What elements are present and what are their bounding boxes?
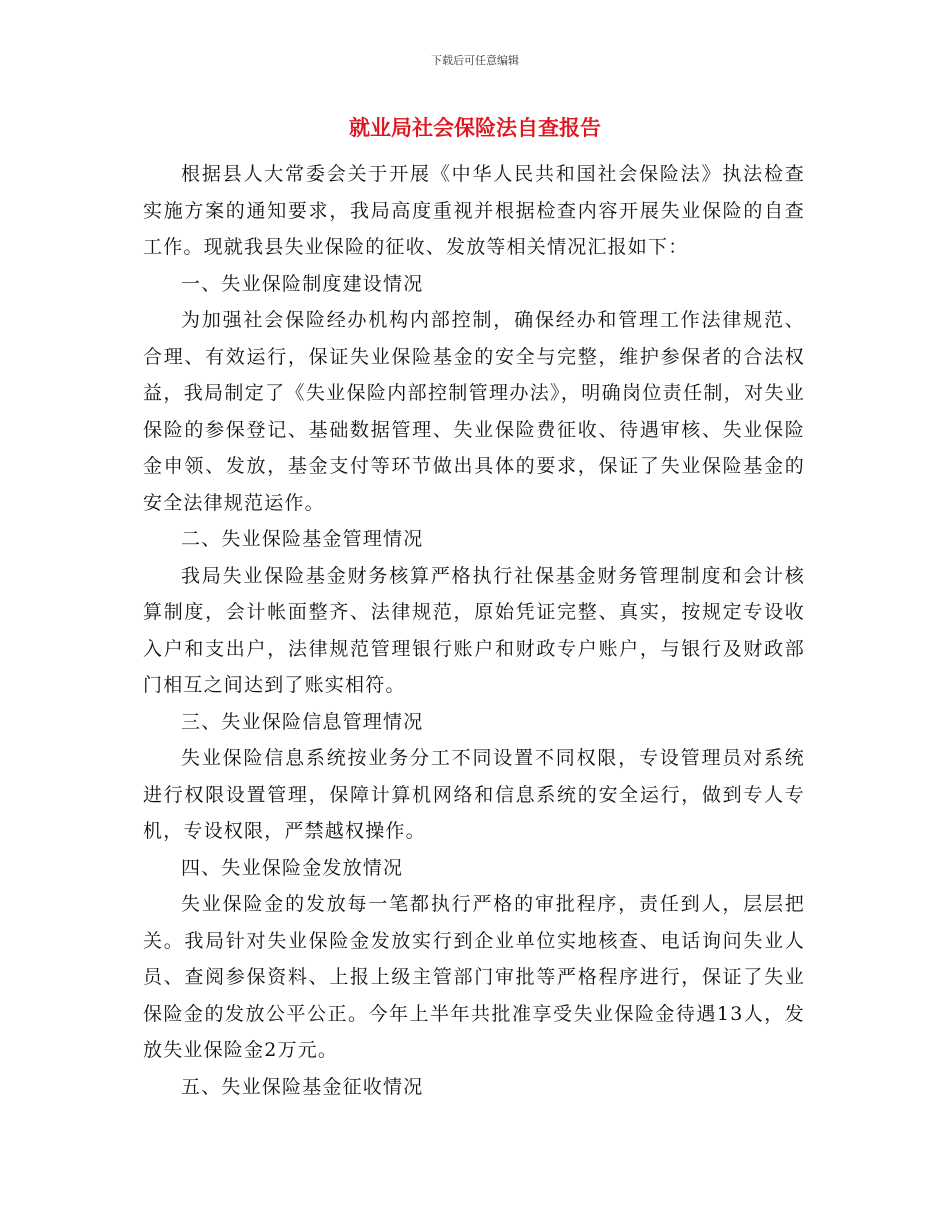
section-1-heading: 一、失业保险制度建设情况 [181, 272, 424, 295]
document-body [143, 156, 805, 1105]
section-4-heading: 四、失业保险金发放情况 [181, 856, 404, 879]
document-title: 就业局社会保险法自查报告 [349, 116, 601, 140]
section-2-body: 我局失业保险基金财务核算严格执行社保基金财务管理制度和会计核算制度，会计帐面整齐、法律规范，原始凭证完整、真实，按规定专设收入户和支出户，法律规范管理银行账户和财政专户账户，与银行及财政部门相互之间达到了账实相符。 [143, 564, 805, 696]
section-3-heading: 三、失业保险信息管理情况 [181, 710, 424, 733]
intro-paragraph: 根据县人大常委会关于开展《中华人民共和国社会保险法》执法检查实施方案的通知要求，我局高度重视并根据检查内容开展失业保险的自查工作。现就我县失业保险的征收、发放等相关情况汇报如下： [143, 163, 805, 258]
section-5-heading: 五、失业保险基金征收情况 [181, 1075, 424, 1098]
section-3-body: 失业保险信息系统按业务分工不同设置不同权限，专设管理员对系统进行权限设置管理，保障计算机网络和信息系统的安全运行，做到专人专机，专设权限，严禁越权操作。 [143, 747, 805, 842]
section-1-body: 为加强社会保险经办机构内部控制，确保经办和管理工作法律规范、合理、有效运行，保证失业保险基金的安全与完整，维护参保者的合法权益，我局制定了《失业保险内部控制管理办法》，明确岗位责任制，对失业保险的参保登记、基础数据管理、失业保险费征收、待遇审核、失业保险金申领、发放，基金支付等环节做出具体的要求，保证了失业保险基金的安全法律规范运作。 [143, 309, 805, 514]
section-2-heading: 二、失业保险基金管理情况 [181, 528, 424, 550]
section-4-body: 失业保险金的发放每一笔都执行严格的审批程序，责任到人，层层把关。我局针对失业保险金发放实行到企业单位实地核查、电话询问失业人员、查阅参保资料、上报上级主管部门审批等严格程序进行，保证了失业保险金的发放公平公正。今年上半年共批准享受失业保险金待遇13人，发放失业保险金2万元。 [143, 893, 805, 1061]
page-header-note: 下载后可任意编辑 [431, 54, 519, 67]
